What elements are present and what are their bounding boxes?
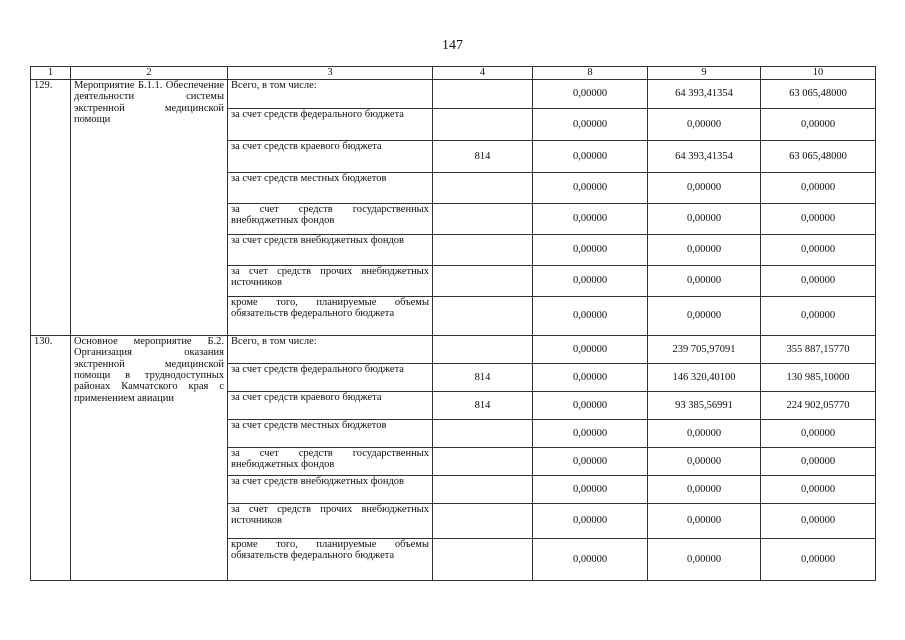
- funding-source: за счет средств государственных внебюджетных фондов: [228, 448, 433, 476]
- value-col8: 0,00000: [533, 448, 648, 476]
- code-cell: 814: [433, 364, 533, 392]
- funding-source: за счет средств местных бюджетов: [228, 420, 433, 448]
- column-header: 9: [648, 67, 761, 80]
- funding-source: за счет средств внебюджетных фондов: [228, 476, 433, 504]
- value-col10: 0,00000: [761, 109, 876, 141]
- value-col10: 63 065,48000: [761, 80, 876, 109]
- value-col8: 0,00000: [533, 80, 648, 109]
- row-number: 130.: [31, 336, 71, 581]
- funding-source: Всего, в том числе:: [228, 80, 433, 109]
- value-col8: 0,00000: [533, 392, 648, 420]
- code-cell: 814: [433, 141, 533, 173]
- funding-source: за счет средств местных бюджетов: [228, 173, 433, 204]
- value-col10: 0,00000: [761, 504, 876, 539]
- value-col9: 239 705,97091: [648, 336, 761, 364]
- funding-source: за счет средств прочих внебюджетных источников: [228, 266, 433, 297]
- value-col9: 0,00000: [648, 420, 761, 448]
- code-cell: [433, 266, 533, 297]
- funding-source: кроме того, планируемые объемы обязательств федерального бюджета: [228, 539, 433, 581]
- value-col10: 0,00000: [761, 204, 876, 235]
- code-cell: [433, 297, 533, 336]
- column-header: 1: [31, 67, 71, 80]
- value-col10: 355 887,15770: [761, 336, 876, 364]
- value-col8: 0,00000: [533, 235, 648, 266]
- value-col9: 64 393,41354: [648, 141, 761, 173]
- value-col8: 0,00000: [533, 364, 648, 392]
- value-col9: 0,00000: [648, 235, 761, 266]
- value-col9: 0,00000: [648, 504, 761, 539]
- value-col10: 0,00000: [761, 235, 876, 266]
- funding-source: за счет средств внебюджетных фондов: [228, 235, 433, 266]
- code-cell: 814: [433, 392, 533, 420]
- funding-source: за счет средств федерального бюджета: [228, 364, 433, 392]
- value-col9: 0,00000: [648, 297, 761, 336]
- value-col9: 93 385,56991: [648, 392, 761, 420]
- value-col8: 0,00000: [533, 109, 648, 141]
- value-col9: 0,00000: [648, 539, 761, 581]
- value-col10: 0,00000: [761, 420, 876, 448]
- table-row: [31, 80, 876, 109]
- activity-name: Мероприятие Б.1.1. Обеспечение деятельности системы экстренной медицинской помощи: [71, 80, 228, 336]
- value-col9: 146 320,40100: [648, 364, 761, 392]
- value-col8: 0,00000: [533, 476, 648, 504]
- funding-source: за счет средств федерального бюджета: [228, 109, 433, 141]
- value-col8: 0,00000: [533, 204, 648, 235]
- code-cell: [433, 448, 533, 476]
- value-col8: 0,00000: [533, 420, 648, 448]
- value-col9: 0,00000: [648, 476, 761, 504]
- code-cell: [433, 109, 533, 141]
- funding-source: кроме того, планируемые объемы обязательств федерального бюджета: [228, 297, 433, 336]
- budget-table: [30, 66, 876, 581]
- value-col10: 0,00000: [761, 297, 876, 336]
- column-header: 3: [228, 67, 433, 80]
- row-number: 129.: [31, 80, 71, 336]
- value-col10: 63 065,48000: [761, 141, 876, 173]
- value-col10: 0,00000: [761, 448, 876, 476]
- funding-source: за счет средств краевого бюджета: [228, 392, 433, 420]
- code-cell: [433, 235, 533, 266]
- code-cell: [433, 80, 533, 109]
- code-cell: [433, 204, 533, 235]
- value-col9: 0,00000: [648, 204, 761, 235]
- value-col9: 0,00000: [648, 109, 761, 141]
- header-row: [31, 67, 876, 80]
- code-cell: [433, 336, 533, 364]
- value-col10: 224 902,05770: [761, 392, 876, 420]
- column-header: 8: [533, 67, 648, 80]
- column-header: 10: [761, 67, 876, 80]
- value-col10: 0,00000: [761, 266, 876, 297]
- code-cell: [433, 420, 533, 448]
- column-header: 4: [433, 67, 533, 80]
- table-row: [31, 336, 876, 364]
- funding-source: за счет средств прочих внебюджетных источников: [228, 504, 433, 539]
- activity-name: Основное мероприятие Б.2. Организация оказания экстренной медицинской помощи в труднодоступных районах Камчатского края с применением авиации: [71, 336, 228, 581]
- code-cell: [433, 173, 533, 204]
- value-col8: 0,00000: [533, 539, 648, 581]
- value-col8: 0,00000: [533, 504, 648, 539]
- column-header: 2: [71, 67, 228, 80]
- funding-source: Всего, в том числе:: [228, 336, 433, 364]
- value-col8: 0,00000: [533, 336, 648, 364]
- value-col10: 0,00000: [761, 173, 876, 204]
- value-col9: 64 393,41354: [648, 80, 761, 109]
- value-col8: 0,00000: [533, 141, 648, 173]
- value-col8: 0,00000: [533, 173, 648, 204]
- code-cell: [433, 476, 533, 504]
- value-col10: 0,00000: [761, 476, 876, 504]
- funding-source: за счет средств краевого бюджета: [228, 141, 433, 173]
- value-col10: 130 985,10000: [761, 364, 876, 392]
- code-cell: [433, 504, 533, 539]
- value-col9: 0,00000: [648, 266, 761, 297]
- value-col8: 0,00000: [533, 297, 648, 336]
- funding-source: за счет средств государственных внебюджетных фондов: [228, 204, 433, 235]
- value-col10: 0,00000: [761, 539, 876, 581]
- value-col9: 0,00000: [648, 448, 761, 476]
- value-col9: 0,00000: [648, 173, 761, 204]
- value-col8: 0,00000: [533, 266, 648, 297]
- page-number: 147: [442, 38, 463, 53]
- code-cell: [433, 539, 533, 581]
